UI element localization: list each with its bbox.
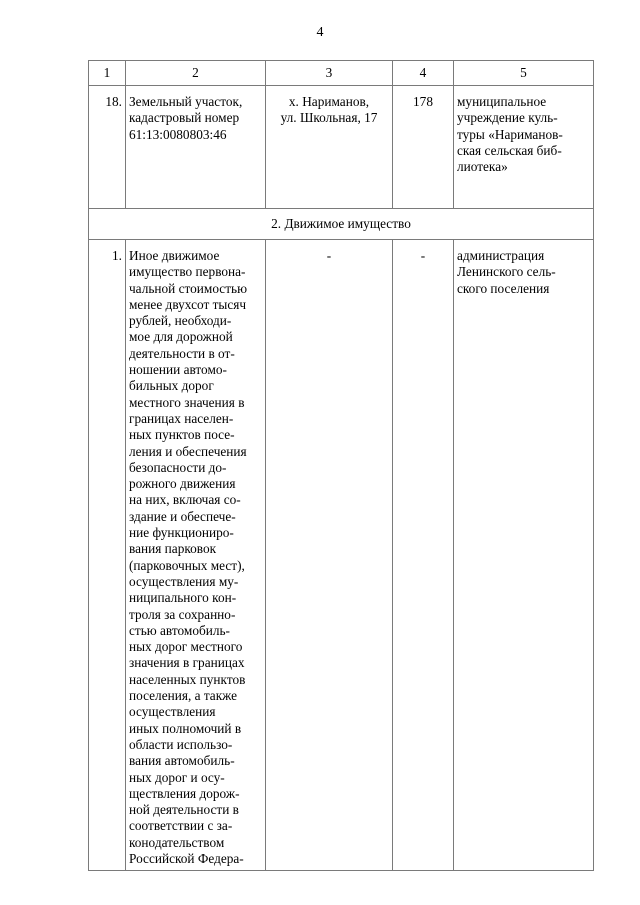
text-line: ского поселения xyxy=(457,280,550,296)
text-line: (парковочных мест), xyxy=(129,557,245,573)
text-line: ская сельская биб- xyxy=(457,142,562,158)
text-line: границах населен- xyxy=(129,410,234,426)
text-line: ние функциониро- xyxy=(129,525,234,541)
text-line: кадастровый номер xyxy=(129,110,240,126)
text-line: на них, включая со- xyxy=(129,492,241,508)
row-number: 1. xyxy=(89,240,126,871)
text-line: ношении автомо- xyxy=(129,362,227,378)
text-line: 61:13:0080803:46 xyxy=(129,126,227,142)
property-name xyxy=(126,240,266,871)
property-area: - xyxy=(393,240,454,871)
text-line: администрация xyxy=(457,248,545,263)
text-line: Ленинского сель- xyxy=(457,264,556,280)
property-holder xyxy=(454,86,594,209)
header-cell-5: 5 xyxy=(454,61,594,86)
text-line: области использо- xyxy=(129,736,233,752)
text-line: мое для дорожной xyxy=(129,329,233,345)
text-line: менее двухсот тысяч xyxy=(129,296,247,312)
text-line: имущество первона- xyxy=(129,264,246,280)
property-address: - xyxy=(266,240,393,871)
text-line: населенных пунктов xyxy=(129,671,246,687)
text-line: осуществления му- xyxy=(129,573,239,589)
text-line: ществления дорож- xyxy=(129,785,240,801)
table-row xyxy=(89,86,594,209)
text-line: безопасности до- xyxy=(129,459,227,475)
text-line: троля за сохранно- xyxy=(129,606,236,622)
property-table xyxy=(88,60,594,871)
text-line: учреждение куль- xyxy=(457,110,558,126)
text-line: поселения, а также xyxy=(129,688,238,704)
property-holder xyxy=(454,240,594,871)
text-line: ной деятельности в xyxy=(129,802,239,818)
text-line: вания автомобиль- xyxy=(129,753,235,769)
table-row xyxy=(89,240,594,871)
text-line: рожного движения xyxy=(129,476,236,492)
text-line: рублей, необходи- xyxy=(129,313,232,329)
section-title: 2. Движимое имущество xyxy=(89,209,594,240)
text-line: муниципальное xyxy=(457,94,547,109)
text-line: соответствии с за- xyxy=(129,818,233,834)
header-cell-2: 2 xyxy=(126,61,266,86)
row-number: 18. xyxy=(89,86,126,209)
text-line: стью автомобиль- xyxy=(129,622,230,638)
text-line: туры «Нариманов- xyxy=(457,126,563,142)
text-line: ления и обеспечения xyxy=(129,443,247,459)
text-line: бильных дорог xyxy=(129,378,214,394)
property-address xyxy=(266,86,393,209)
header-cell-1: 1 xyxy=(89,61,126,86)
text-line: Иное движимое xyxy=(129,248,220,263)
text-line: значения в границах xyxy=(129,655,245,671)
text-line: чальной стоимостью xyxy=(129,280,248,296)
header-cell-4: 4 xyxy=(393,61,454,86)
table-header-row xyxy=(89,61,594,86)
text-line: ных дорог местного xyxy=(129,639,243,655)
text-line: ул. Школьная, 17 xyxy=(280,110,378,126)
text-line: лиотека» xyxy=(457,159,508,175)
property-name xyxy=(126,86,266,209)
text-line: здание и обеспече- xyxy=(129,508,236,524)
text-line: Российской Федера- xyxy=(129,850,244,866)
text-line: конодательством xyxy=(129,834,225,850)
text-line: осуществления xyxy=(129,704,216,720)
text-line: деятельности в от- xyxy=(129,345,235,361)
text-line: местного значения в xyxy=(129,394,245,410)
text-line: вания парковок xyxy=(129,541,217,557)
text-line: иных полномочий в xyxy=(129,720,242,736)
text-line: ных пунктов посе- xyxy=(129,427,235,443)
property-area: 178 xyxy=(393,86,454,209)
section-row xyxy=(89,209,594,240)
text-line: ниципального кон- xyxy=(129,590,237,606)
text-line: ных дорог и осу- xyxy=(129,769,225,785)
text-line: Земельный участок, xyxy=(129,94,243,109)
text-line: х. Нариманов, xyxy=(288,94,370,109)
page-number: 4 xyxy=(316,25,324,40)
header-cell-3: 3 xyxy=(266,61,393,86)
